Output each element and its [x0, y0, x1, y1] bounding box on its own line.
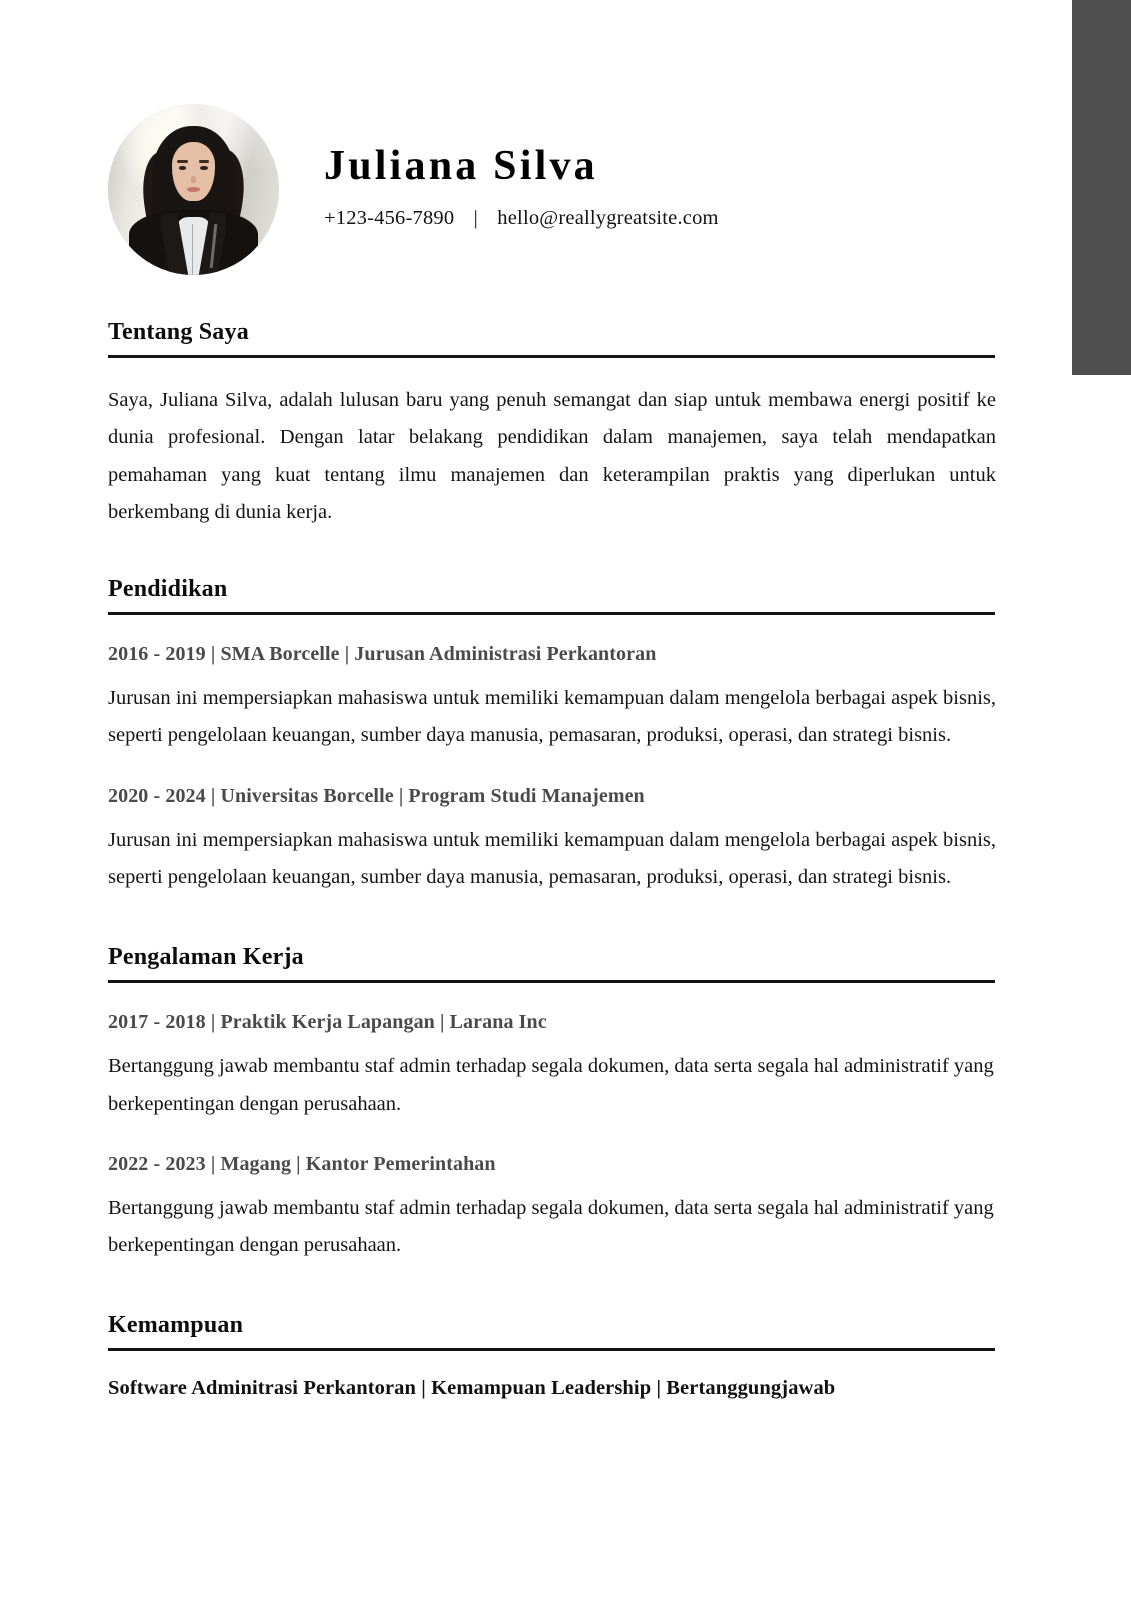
education-entry [108, 785, 996, 897]
eyebrow-right [199, 160, 209, 162]
eye-right [200, 166, 208, 170]
education-entry-description: Jurusan ini mempersiapkan mahasiswa untuk memiliki kemampuan dalam mengelola berbagai aspek bisnis, seperti pengelolaan keuangan, sumber daya manusia, pemasaran, produksi, operasi, dan strategi bisnis. [108, 687, 996, 747]
avatar [108, 104, 279, 275]
section-divider-about [108, 355, 995, 358]
education-entry-description: Jurusan ini mempersiapkan mahasiswa untuk memiliki kemampuan dalam mengelola berbagai aspek bisnis, seperti pengelolaan keuangan, sumber daya manusia, pemasaran, produksi, operasi, dan strategi bisnis. [108, 828, 996, 889]
experience-entry-title: 2017 - 2018 | Praktik Kerja Lapangan | Larana Inc [108, 1011, 547, 1034]
section-experience [108, 944, 996, 1264]
eyebrow-left [177, 160, 187, 162]
section-education [108, 576, 996, 896]
education-entry-title: 2016 - 2019 | SMA Borcelle | Jurusan Administrasi Perkantoran [108, 643, 657, 666]
phone-number: +123-456-7890 [324, 207, 455, 230]
experience-entry-title: 2022 - 2023 | Magang | Kantor Pemerintahan [108, 1152, 496, 1175]
education-entry-title: 2020 - 2024 | Universitas Borcelle | Program Studi Manajemen [108, 784, 645, 807]
email-address: hello@reallygreatsite.com [497, 207, 719, 230]
section-about [108, 319, 996, 531]
resume-content [108, 0, 996, 1400]
contact-separator: | [473, 207, 478, 230]
experience-entry-description: Bertanggung jawab membantu staf admin terhadap segala dokumen, data serta segala hal administratif yang berkepentingan dengan perusahaan. [108, 1055, 994, 1115]
section-divider-education [108, 612, 995, 615]
nose [191, 176, 196, 183]
section-heading-about: Tentang Saya [108, 319, 249, 345]
experience-entry-description: Bertanggung jawab membantu staf admin terhadap segala dokumen, data serta segala hal administratif yang berkepentingan dengan perusahaan. [108, 1196, 994, 1257]
candidate-name: Juliana Silva [324, 142, 598, 189]
experience-entry [108, 1153, 996, 1265]
shirt-seam [192, 224, 193, 275]
skills-list: Software Adminitrasi Perkantoran | Kemampuan Leadership | Bertanggungjawab [108, 1376, 836, 1399]
accent-bar-right [1072, 0, 1131, 375]
identity-block [279, 143, 719, 236]
experience-entry [108, 1011, 996, 1123]
section-skills [108, 1312, 996, 1400]
section-heading-skills: Kemampuan [108, 1311, 244, 1338]
resume-header [108, 0, 996, 275]
education-entry [108, 643, 996, 755]
section-divider-skills [108, 1348, 995, 1351]
contact-line [324, 207, 719, 230]
section-heading-experience: Pengalaman Kerja [108, 944, 304, 971]
section-divider-experience [108, 980, 995, 983]
about-text: Saya, Juliana Silva, adalah lulusan baru yang penuh semangat dan siap untuk membawa energi positif ke dunia profesional. Dengan latar belakang pendidikan dalam manajemen, saya telah mendapatkan pemahaman yang kuat tentang ilmu manajemen dan keterampilan praktis yang diperlukan untuk berkembang di dunia kerja. [108, 389, 996, 523]
section-heading-education: Pendidikan [108, 576, 228, 603]
face [172, 142, 215, 202]
